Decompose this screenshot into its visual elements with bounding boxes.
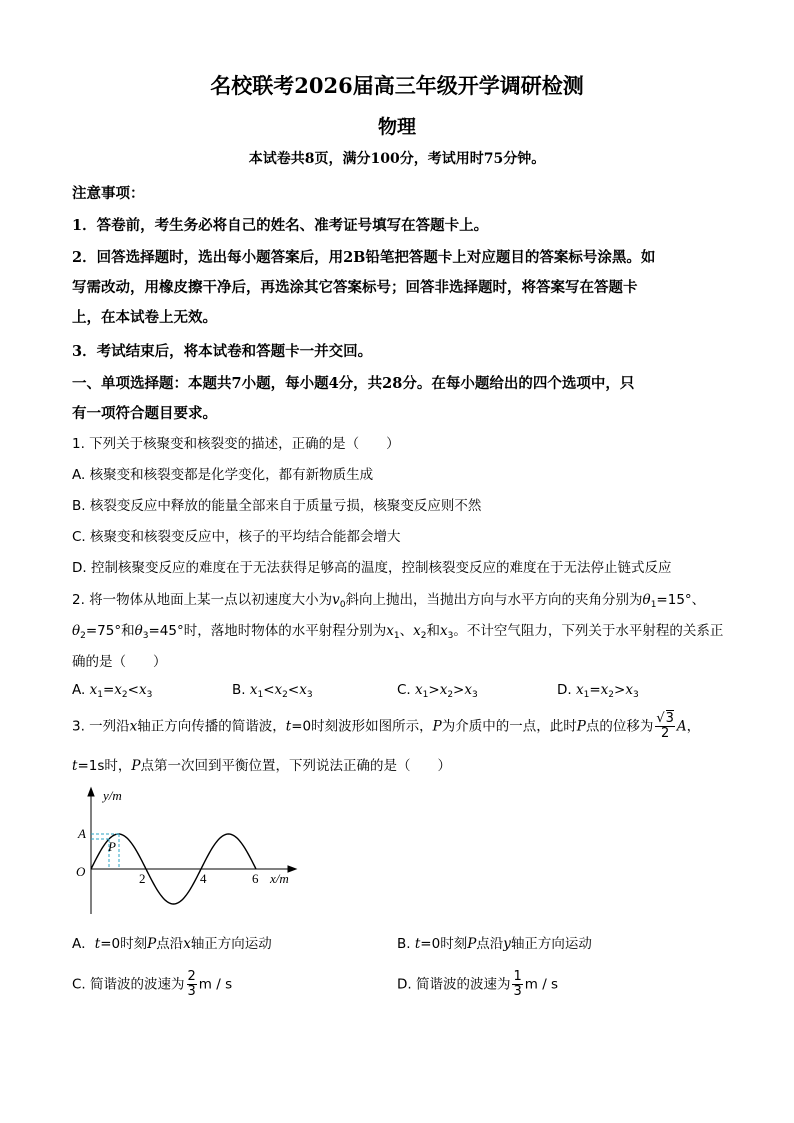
q1-stem: 1. 下列关于核聚变和核裂变的描述，正确的是（ ） bbox=[72, 436, 400, 452]
q3-stem-line1: 3. 一列沿x轴正方向传播的简谐波，t=0时刻波形如图所示，P为介质中的一点，此时P点的位移为 $\frac{√3}{2}$ A， bbox=[72, 711, 701, 741]
x-tick-4: 4 bbox=[200, 871, 207, 886]
notice-item-2-line1: 2．回答选择题时，选出每小题答案后，用2B铅笔把答题卡上对应题目的答案标号涂黑。如 bbox=[72, 249, 656, 266]
notice-item-2-line3: 上，在本试卷上无效。 bbox=[72, 309, 217, 326]
q3-stem-line2: t=1s时，P点第一次回到平衡位置，下列说法正确的是（ ） bbox=[72, 758, 451, 774]
y-axis-label: y/m bbox=[103, 788, 122, 803]
notice-heading: 注意事项： bbox=[72, 185, 145, 202]
q1-option-b[interactable]: B. 核裂变反应中释放的能量全部来自于质量亏损，核聚变反应则不然 bbox=[72, 498, 482, 514]
q1-option-a[interactable]: A. 核聚变和核裂变都是化学变化，都有新物质生成 bbox=[72, 467, 374, 483]
notice-item-1: 1．答卷前，考生务必将自己的姓名、准考证号填写在答题卡上。 bbox=[72, 217, 489, 234]
q2-option-a[interactable]: A. $x_1=x_2<x_3$ bbox=[72, 682, 153, 700]
q3-option-a[interactable]: A．t=0时刻P点沿x轴正方向运动 bbox=[72, 936, 272, 952]
notice-item-2-line2: 写需改动，用橡皮擦干净后，再选涂其它答案标号；回答非选择题时，将答案写在答题卡 bbox=[72, 279, 638, 296]
q3-option-b[interactable]: B. t=0时刻P点沿y轴正方向运动 bbox=[397, 936, 592, 952]
subject-title: 物理 bbox=[377, 116, 416, 138]
amplitude-label: A bbox=[78, 826, 86, 841]
exam-info: 本试卷共8页，满分100分，考试用时75分钟。 bbox=[248, 151, 546, 167]
q2-stem-line1: 2. 将一物体从地面上某一点以初速度大小为$v_0$斜向上抛出，当抛出方向与水平方向的夹角分别为$\theta_1=15^\circ$、 bbox=[72, 592, 706, 610]
point-p-label: P bbox=[108, 839, 116, 854]
x-axis-arrow bbox=[288, 866, 296, 872]
q3-option-c[interactable]: C. 简谐波的波速为 $\frac{2}{3}$ m / s bbox=[72, 969, 233, 999]
section1-line1: 一、单项选择题：本题共7小题，每小题4分，共28分。在每小题给出的四个选项中，只 bbox=[72, 375, 635, 392]
origin-label: O bbox=[76, 864, 86, 879]
q2-stem-line3: 确的是（ ） bbox=[72, 654, 167, 670]
exam-title: 名校联考2026届高三年级开学调研检测 bbox=[210, 73, 584, 98]
y-axis-arrow bbox=[88, 788, 94, 796]
q2-option-d[interactable]: D. $x_1=x_2>x_3$ bbox=[557, 682, 639, 700]
q1-option-c[interactable]: C. 核聚变和核裂变反应中，核子的平均结合能都会增大 bbox=[72, 529, 401, 545]
q2-option-b[interactable]: B. $x_1<x_2<x_3$ bbox=[232, 682, 313, 700]
q2-stem-line2: $\theta_2=75^\circ$和$\theta_3=45^\circ$时，落地时物体的水平射程分别为$x_1$、$x_2$和$x_3$。不计空气阻力，下列关于水平射程的关系正 bbox=[72, 623, 724, 641]
q3-sqrt3-over-2: $\frac{√3}{2}$ bbox=[656, 711, 674, 741]
x-tick-6: 6 bbox=[252, 871, 259, 886]
notice-item-3: 3．考试结束后，将本试卷和答题卡一并交回。 bbox=[72, 343, 373, 360]
q2-option-c[interactable]: C. $x_1>x_2>x_3$ bbox=[397, 682, 478, 700]
section1-line2: 有一项符合题目要求。 bbox=[72, 405, 217, 422]
q1-option-d[interactable]: D. 控制核聚变反应的难度在于无法获得足够高的温度，控制核裂变反应的难度在于无法停止链式反应 bbox=[72, 560, 672, 576]
q3-option-d[interactable]: D. 简谐波的波速为 $\frac{1}{3}$ m / s bbox=[397, 969, 559, 999]
x-tick-2: 2 bbox=[139, 871, 146, 886]
x-axis-label: x/m bbox=[270, 871, 289, 886]
wave-figure bbox=[70, 786, 310, 918]
